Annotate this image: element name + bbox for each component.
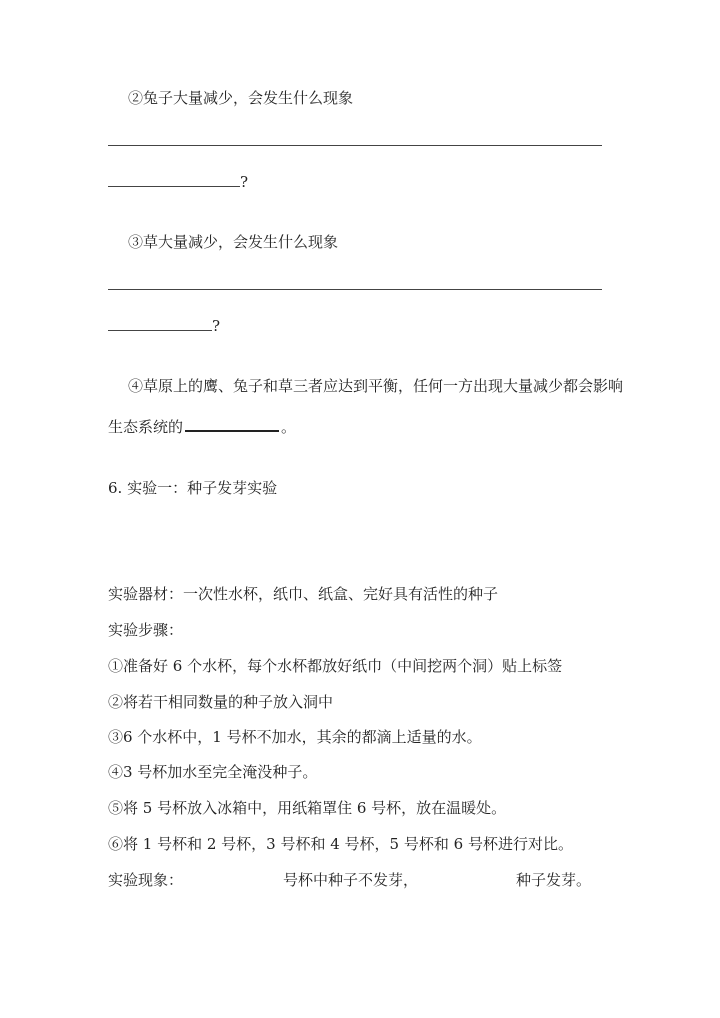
answer-blank-q4[interactable] (185, 416, 279, 432)
answer-line-q2 (108, 145, 602, 146)
phenomenon-row (108, 870, 591, 890)
question-4-line2 (108, 416, 296, 437)
answer-blank-q3[interactable] (108, 316, 212, 331)
phenomenon-label: 实验现象： (108, 871, 184, 889)
answer-row-q3 (108, 316, 220, 336)
question-mark-q3: ? (212, 317, 221, 335)
question-mark-q2: ? (240, 173, 249, 191)
question-4-prefix: 生态系统的 (108, 418, 184, 436)
step-6: ⑥将 1 号杯和 2 号杯，3 号杯和 4 号杯，5 号杯和 6 号杯进行对比。 (108, 835, 573, 853)
answer-row-q2 (108, 172, 248, 192)
phenomenon-mid: 号杯中种子不发芽， (283, 871, 419, 889)
phenomenon-end: 种子发芽。 (516, 871, 592, 889)
step-2: ②将若干相同数量的种子放入洞中 (108, 693, 334, 711)
question-4-suffix: 。 (281, 418, 297, 436)
steps-title: 实验步骤： (108, 621, 184, 639)
answer-blank-q2[interactable] (108, 172, 240, 187)
step-3: ③6 个水杯中，1 号杯不加水，其余的都滴上适量的水。 (108, 728, 482, 746)
question-2-text: ②兔子大量减少，会发生什么现象 (128, 89, 354, 107)
materials-text: 实验器材：一次性水杯，纸巾、纸盒、完好具有活性的种子 (108, 585, 499, 603)
section-6-title: 6. 实验一：种子发芽实验 (108, 479, 278, 497)
answer-line-q3 (108, 289, 602, 290)
step-4: ④3 号杯加水至完全淹没种子。 (108, 763, 318, 781)
question-3-text: ③草大量减少，会发生什么现象 (128, 233, 339, 251)
step-5: ⑤将 5 号杯放入冰箱中，用纸箱罩住 6 号杯，放在温暖处。 (108, 799, 507, 817)
question-4-line1: ④草原上的鹰、兔子和草三者应达到平衡，任何一方出现大量减少都会影响 (128, 377, 624, 395)
step-1: ①准备好 6 个水杯，每个水杯都放好纸巾（中间挖两个洞）贴上标签 (108, 657, 563, 675)
